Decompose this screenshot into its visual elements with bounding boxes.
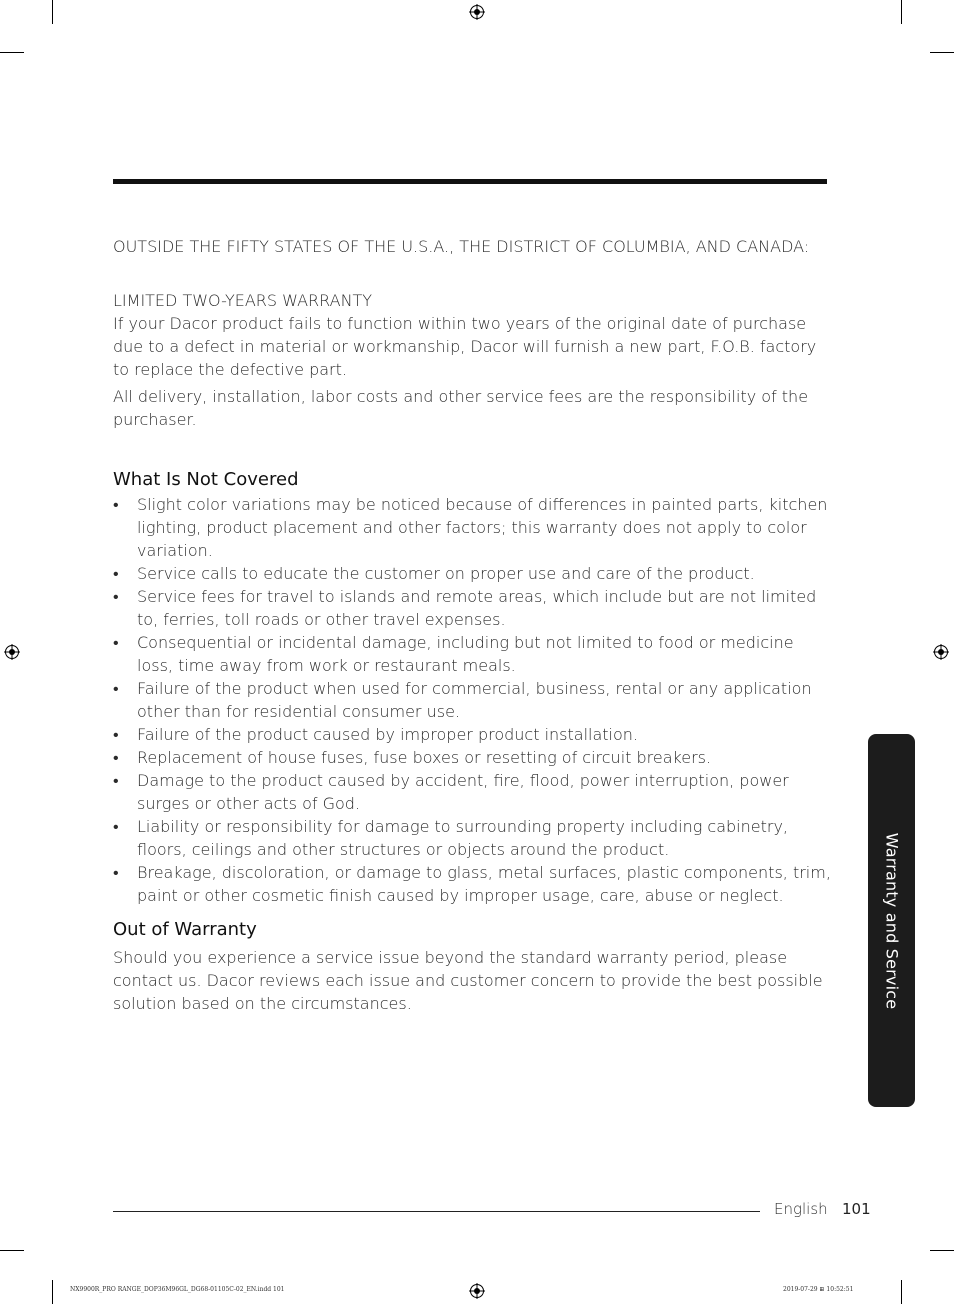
list-item: • Slight color variations may be noticed because of differences in painted parts, kitchen lighting, product placement and other factors; this warranty does not apply to color variation. bbox=[113, 493, 833, 562]
print-slug-datetime: 2019-07-29 ⊞ 10:52:51 bbox=[783, 1286, 854, 1293]
region-heading: OUTSIDE THE FIFTY STATES OF THE U.S.A., THE DISTRICT OF COLUMBIA, AND CANADA: bbox=[113, 237, 810, 256]
footer-rule bbox=[113, 1211, 760, 1212]
page-number: 101 bbox=[842, 1200, 871, 1218]
print-slug-file: NX9900R_PRO RANGE_DOP36M96GL_DG68-01105C-02_EN.indd 101 bbox=[70, 1286, 285, 1293]
list-item: • Liability or responsibility for damage to surrounding property including cabinetry, floors, ceilings and other structures or objects around the product. bbox=[113, 815, 833, 861]
crop-mark bbox=[901, 0, 902, 24]
warranty-paragraph-1: If your Dacor product fails to function within two years of the original date of purchase due to a defect in material or workmanship, Dacor will furnish a new part, F.O.B. factory to replace the defective part. bbox=[113, 314, 817, 379]
list-item: • Breakage, discoloration, or damage to glass, metal surfaces, plastic components, trim, paint or other cosmetic finish caused by improper usage, care, abuse or neglect. bbox=[113, 861, 833, 907]
list-item: • Failure of the product when used for commercial, business, rental or any application other than for residential consumer use. bbox=[113, 677, 833, 723]
out-of-warranty-paragraph: Should you experience a service issue beyond the standard warranty period, please contact us. Dacor reviews each issue and customer concern to provide the best possible solution based on the circumstances. bbox=[113, 948, 823, 1013]
crop-mark bbox=[52, 0, 53, 24]
registration-mark-icon bbox=[4, 644, 20, 660]
chapter-side-tab bbox=[868, 734, 915, 1107]
not-covered-heading: What Is Not Covered bbox=[113, 469, 299, 490]
list-item: • Service calls to educate the customer on proper use and care of the product. bbox=[113, 562, 833, 585]
warranty-paragraph-2: All delivery, installation, labor costs and other service fees are the responsibility of the purchaser. bbox=[113, 387, 809, 429]
list-item: • Replacement of house fuses, fuse boxes or resetting of circuit breakers. bbox=[113, 746, 833, 769]
registration-mark-icon bbox=[933, 644, 949, 660]
registration-mark-icon bbox=[469, 1283, 485, 1299]
list-item: • Failure of the product caused by improper product installation. bbox=[113, 723, 833, 746]
section-top-rule bbox=[113, 179, 827, 184]
chapter-side-tab-label: Warranty and Service bbox=[882, 832, 901, 1009]
footer-language: English bbox=[774, 1200, 828, 1218]
crop-mark bbox=[0, 1250, 24, 1251]
not-covered-list bbox=[113, 493, 833, 907]
warranty-title: LIMITED TWO-YEARS WARRANTY bbox=[113, 291, 373, 310]
crop-mark bbox=[0, 52, 24, 53]
warranty-block bbox=[113, 289, 833, 431]
out-of-warranty-heading: Out of Warranty bbox=[113, 919, 257, 940]
crop-mark bbox=[901, 1280, 902, 1304]
registration-mark-icon bbox=[469, 4, 485, 20]
crop-mark bbox=[930, 52, 954, 53]
crop-mark bbox=[930, 1250, 954, 1251]
list-item: • Damage to the product caused by accident, fire, flood, power interruption, power surges or other acts of God. bbox=[113, 769, 833, 815]
list-item: • Service fees for travel to islands and remote areas, which include but are not limited to, ferries, toll roads or other travel expenses. bbox=[113, 585, 833, 631]
crop-mark bbox=[52, 1280, 53, 1304]
list-item: • Consequential or incidental damage, including but not limited to food or medicine loss, time away from work or restaurant meals. bbox=[113, 631, 833, 677]
